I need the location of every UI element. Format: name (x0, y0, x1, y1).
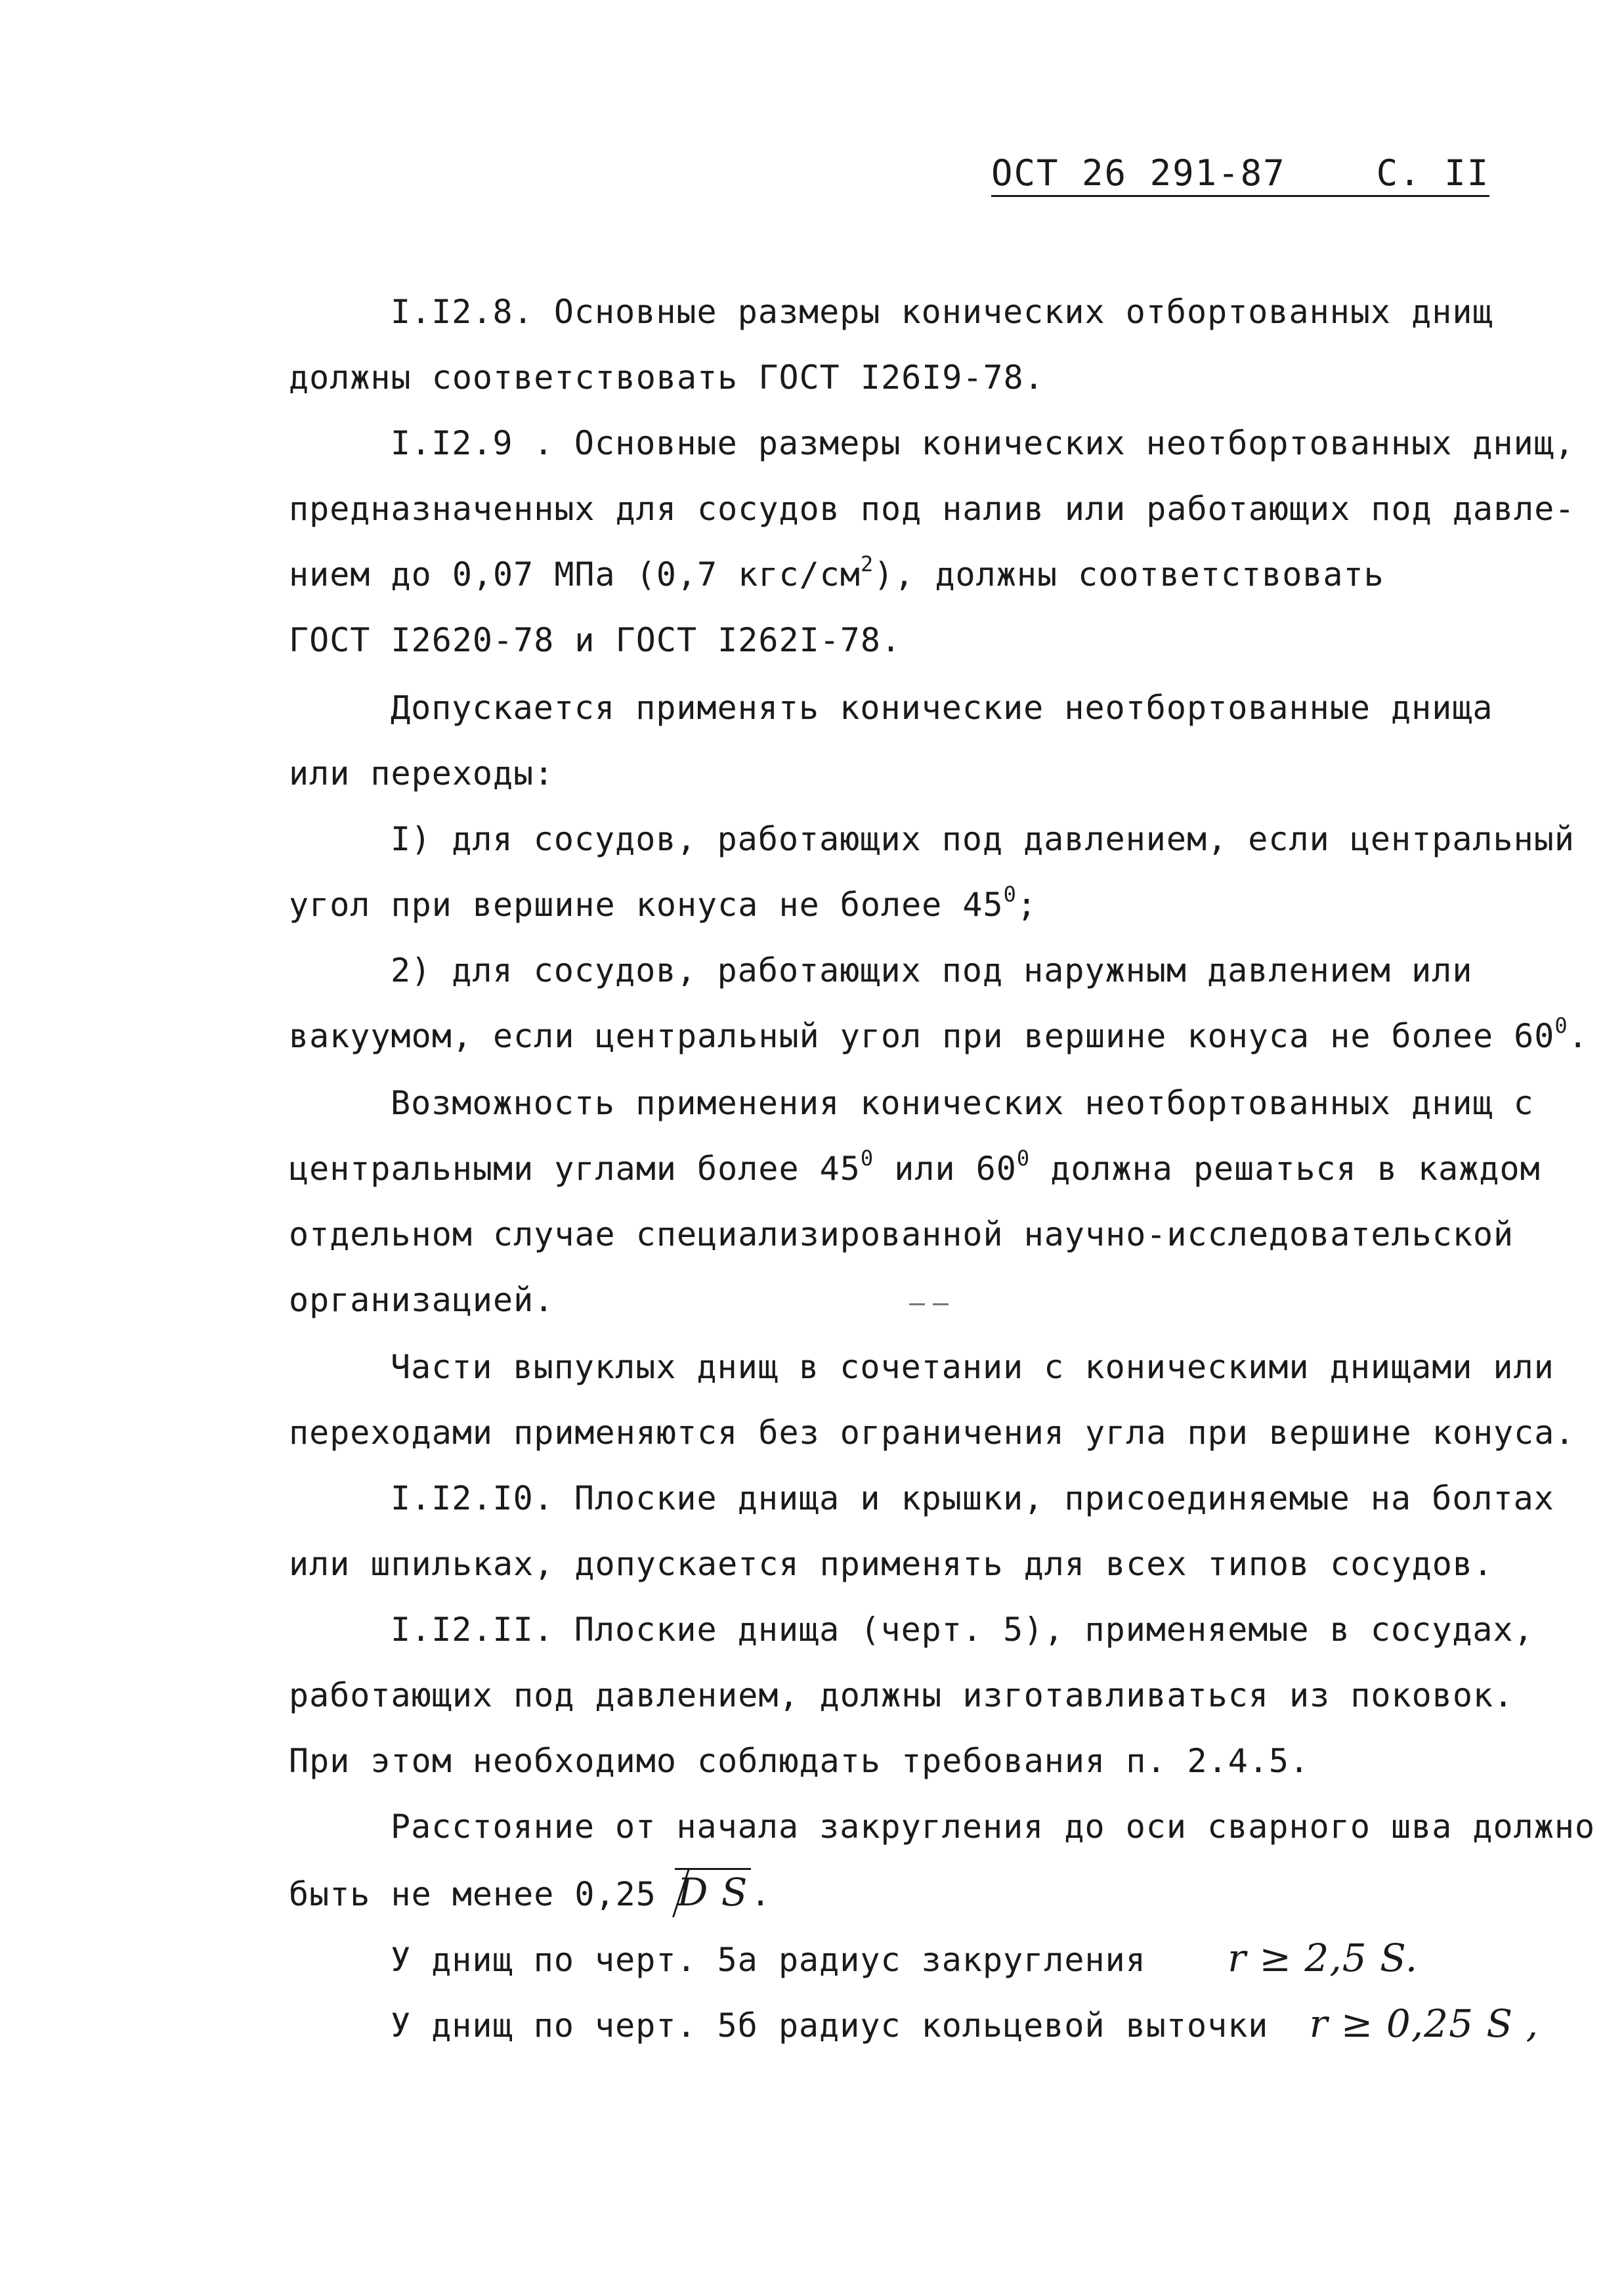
p11-line (391, 1938, 1418, 1980)
p1-line1: I.I2.8. Основные размеры конических отбортованных днищ (391, 293, 1493, 331)
p9-line1: I.I2.II. Плоские днища (черт. 5), применяемые в сосудах, (391, 1611, 1534, 1649)
p9-line3: При этом необходимо соблюдать требования п. 2.4.5. (289, 1742, 1310, 1780)
p2-line1: I.I2.9 . Основные размеры конических неотбортованных днищ, (391, 424, 1575, 462)
p5-line2-text-a: вакуумом, если центральный угол при вершине конуса не более 60 (289, 1017, 1555, 1055)
p11-formula: r ≥ 2,5 S. (1228, 1936, 1419, 1980)
p4-line2-text-b: ; (1016, 886, 1037, 924)
square-root-symbol (656, 1870, 751, 1915)
p6-line2-text-c: должна решаться в каждом (1030, 1150, 1541, 1188)
page-header: ОСТ 26 291-87 С. II (991, 152, 1489, 197)
p6-line2 (289, 1146, 1541, 1191)
square-root-radicand: D S (675, 1868, 751, 1915)
p6-line2-superscript-2: 0 (1016, 1146, 1031, 1171)
p2-line3-text-b: ), должны соответствовать (874, 555, 1384, 594)
p5-line2-text-b: . (1568, 1017, 1589, 1055)
p4-line2-text-a: угол при вершине конуса не более 45 (289, 886, 1004, 924)
p5-line2-superscript: 0 (1554, 1013, 1568, 1038)
p6-line2-text-a: центральными углами более 45 (289, 1150, 861, 1188)
p6-line3: отдельном случае специализированной научно-исследовательской (289, 1215, 1514, 1253)
p11-text: У днищ по черт. 5а радиус закругления (391, 1941, 1146, 1979)
p12-formula: r ≥ 0,25 S , (1309, 2001, 1539, 2046)
p8-line1: I.I2.I0. Плоские днища и крышки, присоединяемые на болтах (391, 1479, 1554, 1517)
p5-line2 (289, 1013, 1589, 1058)
p12-line (391, 2001, 1539, 2046)
p5-line1: 2) для сосудов, работающих под наружным давлением или (391, 951, 1473, 989)
p8-line2: или шпильках, допускается применять для всех типов сосудов. (289, 1545, 1494, 1583)
p1-line2: должны соответствовать ГОСТ I26I9-78. (289, 358, 1044, 397)
p6-line1: Возможность применения конических неотбортованных днищ с (391, 1084, 1534, 1122)
p6-line2-text-b: или 60 (874, 1150, 1017, 1188)
p7-line1: Части выпуклых днищ в сочетании с коническими днищами или (391, 1348, 1554, 1386)
p4-line1: I) для сосудов, работающих под давлением, если центральный (391, 820, 1575, 858)
p6-line4: организацией. (289, 1281, 555, 1319)
p10-line2-text-a: быть не менее 0,25 (289, 1875, 656, 1913)
p2-line2: предназначенных для сосудов под налив или работающих под давле- (289, 490, 1575, 528)
p4-line2-superscript: 0 (1003, 882, 1017, 907)
p2-line4: ГОСТ I2620-78 и ГОСТ I262I-78. (289, 621, 902, 659)
p2-line3-text-a: нием до 0,07 МПа (0,7 кгс/см (289, 555, 861, 594)
p3-line1: Допускается применять конические неотбортованные днища (391, 689, 1493, 727)
p7-line2: переходами применяются без ограничения угла при вершине конуса. (289, 1414, 1575, 1452)
p10-line2 (289, 1870, 771, 1915)
p9-line2: работающих под давлением, должны изготавливаться из поковок. (289, 1676, 1514, 1714)
p2-line3 (289, 552, 1384, 597)
p6-line2-superscript-1: 0 (860, 1146, 874, 1171)
p2-line3-superscript: 2 (860, 552, 874, 576)
stray-dash-mark (909, 1303, 949, 1305)
p4-line2 (289, 882, 1037, 927)
p10-line1: Расстояние от начала закругления до оси сварного шва должно (391, 1808, 1596, 1846)
p3-line2: или переходы: (289, 754, 555, 792)
p12-text: У днищ по черт. 5б радиус кольцевой выточки (391, 2007, 1269, 2045)
p10-line2-text-b: . (750, 1875, 771, 1913)
